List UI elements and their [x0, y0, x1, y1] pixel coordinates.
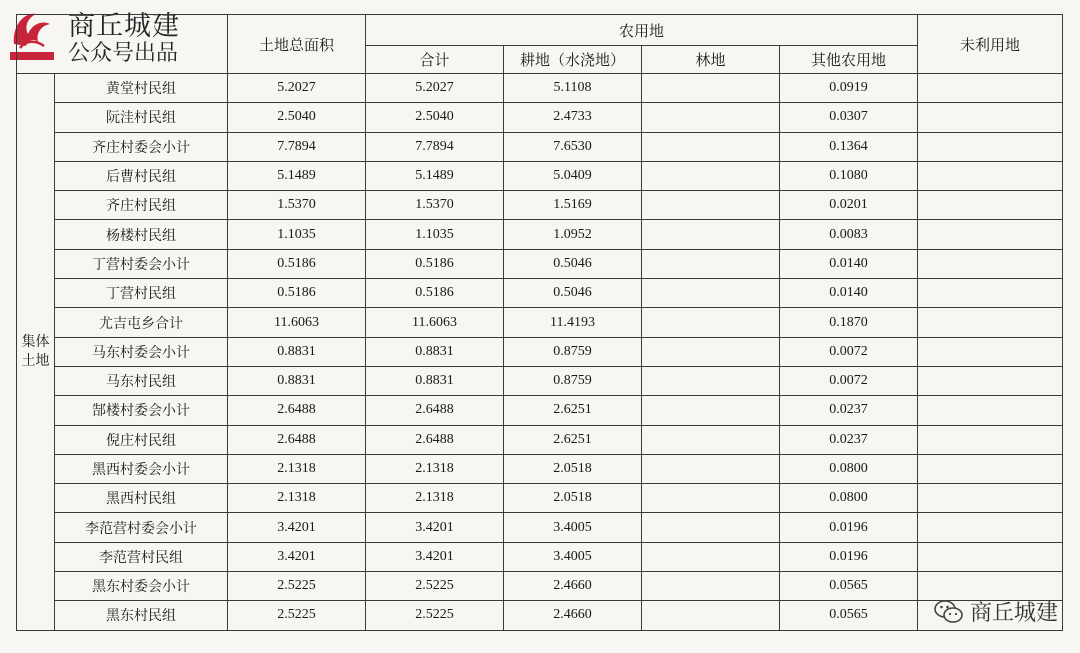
cell-cultivated: 3.4005	[504, 542, 642, 571]
cell-total-area: 2.1318	[228, 454, 366, 483]
cell-cultivated: 0.5046	[504, 279, 642, 308]
cell-other-agri: 0.0800	[780, 454, 918, 483]
cell-cultivated: 5.1108	[504, 74, 642, 103]
cell-other-agri: 0.0237	[780, 396, 918, 425]
table-row	[17, 396, 1063, 425]
cell-cultivated: 2.0518	[504, 484, 642, 513]
cell-forest	[642, 542, 780, 571]
cell-subtotal: 3.4201	[366, 513, 504, 542]
cell-unused	[918, 220, 1063, 249]
cell-unused	[918, 249, 1063, 278]
cell-other-agri: 0.0800	[780, 484, 918, 513]
cell-subtotal: 5.1489	[366, 161, 504, 190]
cell-unused	[918, 74, 1063, 103]
header-other-agri: 其他农用地	[780, 46, 918, 74]
cell-forest	[642, 249, 780, 278]
row-name: 马东村民组	[55, 366, 228, 395]
cell-subtotal: 2.1318	[366, 454, 504, 483]
cell-other-agri: 0.1870	[780, 308, 918, 337]
cell-cultivated: 11.4193	[504, 308, 642, 337]
cell-total-area: 7.7894	[228, 132, 366, 161]
header-unused: 未利用地	[918, 15, 1063, 74]
cell-subtotal: 3.4201	[366, 542, 504, 571]
cell-forest	[642, 366, 780, 395]
cell-cultivated: 0.5046	[504, 249, 642, 278]
cell-subtotal: 0.8831	[366, 337, 504, 366]
table-row	[17, 366, 1063, 395]
cell-unused	[918, 425, 1063, 454]
table-body	[17, 74, 1063, 631]
cell-unused	[918, 484, 1063, 513]
cell-total-area: 0.8831	[228, 337, 366, 366]
cell-unused	[918, 337, 1063, 366]
table-row	[17, 454, 1063, 483]
cell-total-area: 2.5225	[228, 601, 366, 630]
cell-total-area: 1.5370	[228, 191, 366, 220]
table-row	[17, 425, 1063, 454]
table-row	[17, 484, 1063, 513]
cell-unused	[918, 396, 1063, 425]
watermark-text: 商丘城建	[969, 601, 1058, 626]
cell-total-area: 2.1318	[228, 484, 366, 513]
table-row	[17, 220, 1063, 249]
row-name: 黑东村委会小计	[55, 572, 228, 601]
cell-other-agri: 0.0196	[780, 513, 918, 542]
cell-subtotal: 0.5186	[366, 279, 504, 308]
cell-other-agri: 0.0565	[780, 601, 918, 630]
cell-forest	[642, 279, 780, 308]
cell-unused	[918, 513, 1063, 542]
row-name: 黑西村委会小计	[55, 454, 228, 483]
table-row	[17, 161, 1063, 190]
cell-forest	[642, 513, 780, 542]
cell-forest	[642, 484, 780, 513]
row-name: 尤吉屯乡合计	[55, 308, 228, 337]
row-name: 黑东村民组	[55, 601, 228, 630]
cell-subtotal: 2.5225	[366, 572, 504, 601]
row-name: 黑西村民组	[55, 484, 228, 513]
cell-total-area: 2.6488	[228, 425, 366, 454]
table-row	[17, 103, 1063, 132]
table-row	[17, 279, 1063, 308]
cell-total-area: 5.2027	[228, 74, 366, 103]
header-subtotal: 合计	[366, 46, 504, 74]
cell-other-agri: 0.0140	[780, 249, 918, 278]
row-name: 李范营村民组	[55, 542, 228, 571]
table-row	[17, 74, 1063, 103]
row-name: 齐庄村民组	[55, 191, 228, 220]
cell-total-area: 2.5225	[228, 572, 366, 601]
header-agri-group: 农用地	[366, 15, 918, 46]
row-name: 丁营村委会小计	[55, 249, 228, 278]
header-blank	[17, 15, 228, 74]
table-row	[17, 132, 1063, 161]
cell-cultivated: 2.6251	[504, 396, 642, 425]
cell-forest	[642, 191, 780, 220]
table-row	[17, 601, 1063, 630]
cell-other-agri: 0.0237	[780, 425, 918, 454]
cell-subtotal: 0.8831	[366, 366, 504, 395]
cell-forest	[642, 601, 780, 630]
row-name: 马东村委会小计	[55, 337, 228, 366]
cell-subtotal: 2.1318	[366, 484, 504, 513]
table-row	[17, 337, 1063, 366]
cell-total-area: 2.5040	[228, 103, 366, 132]
table-row	[17, 542, 1063, 571]
cell-total-area: 0.5186	[228, 249, 366, 278]
cell-forest	[642, 425, 780, 454]
table-row	[17, 249, 1063, 278]
cell-subtotal: 2.5225	[366, 601, 504, 630]
cell-cultivated: 2.6251	[504, 425, 642, 454]
land-area-table	[16, 14, 1063, 631]
cell-cultivated: 2.4660	[504, 601, 642, 630]
cell-unused	[918, 103, 1063, 132]
cell-subtotal: 2.5040	[366, 103, 504, 132]
brand-subtitle: 公众号出品	[68, 41, 179, 66]
cell-total-area: 2.6488	[228, 396, 366, 425]
cell-subtotal: 7.7894	[366, 132, 504, 161]
brand-title: 商丘城建	[68, 11, 180, 42]
cell-other-agri: 0.0140	[780, 279, 918, 308]
cell-other-agri: 0.0196	[780, 542, 918, 571]
cell-subtotal: 1.5370	[366, 191, 504, 220]
cell-forest	[642, 396, 780, 425]
cell-other-agri: 0.1364	[780, 132, 918, 161]
cell-subtotal: 5.2027	[366, 74, 504, 103]
cell-cultivated: 1.5169	[504, 191, 642, 220]
cell-other-agri: 0.0565	[780, 572, 918, 601]
cell-forest	[642, 454, 780, 483]
cell-other-agri: 0.0201	[780, 191, 918, 220]
watermark	[934, 596, 1058, 627]
cell-forest	[642, 103, 780, 132]
header-total-area: 土地总面积	[228, 15, 366, 74]
table-row	[17, 513, 1063, 542]
cell-subtotal: 1.1035	[366, 220, 504, 249]
cell-cultivated: 0.8759	[504, 366, 642, 395]
cell-cultivated: 7.6530	[504, 132, 642, 161]
cell-other-agri: 0.0072	[780, 337, 918, 366]
cell-forest	[642, 220, 780, 249]
cell-total-area: 5.1489	[228, 161, 366, 190]
cell-subtotal: 2.6488	[366, 425, 504, 454]
row-name: 黄堂村民组	[55, 74, 228, 103]
cell-unused	[918, 132, 1063, 161]
row-name: 后曹村民组	[55, 161, 228, 190]
cell-cultivated: 5.0409	[504, 161, 642, 190]
cell-unused	[918, 308, 1063, 337]
row-name: 杨楼村民组	[55, 220, 228, 249]
cell-cultivated: 2.4733	[504, 103, 642, 132]
header-forest: 林地	[642, 46, 780, 74]
cell-unused	[918, 542, 1063, 571]
cell-cultivated: 1.0952	[504, 220, 642, 249]
cell-forest	[642, 132, 780, 161]
category-cell: 集体 土地	[17, 74, 55, 631]
cell-unused	[918, 454, 1063, 483]
cell-total-area: 3.4201	[228, 542, 366, 571]
table-row	[17, 308, 1063, 337]
cell-forest	[642, 572, 780, 601]
cell-total-area: 0.5186	[228, 279, 366, 308]
cell-forest	[642, 161, 780, 190]
row-name: 齐庄村委会小计	[55, 132, 228, 161]
cell-other-agri: 0.0083	[780, 220, 918, 249]
cell-forest	[642, 337, 780, 366]
wechat-icon	[934, 599, 964, 625]
cell-cultivated: 0.8759	[504, 337, 642, 366]
header-cultivated: 耕地（水浇地）	[504, 46, 642, 74]
cell-unused	[918, 191, 1063, 220]
row-name: 李范营村委会小计	[55, 513, 228, 542]
cell-cultivated: 2.0518	[504, 454, 642, 483]
cell-subtotal: 11.6063	[366, 308, 504, 337]
cell-total-area: 0.8831	[228, 366, 366, 395]
cell-other-agri: 0.0307	[780, 103, 918, 132]
cell-subtotal: 0.5186	[366, 249, 504, 278]
cell-total-area: 1.1035	[228, 220, 366, 249]
row-name: 阮洼村民组	[55, 103, 228, 132]
cell-other-agri: 0.1080	[780, 161, 918, 190]
cell-total-area: 11.6063	[228, 308, 366, 337]
cell-unused	[918, 366, 1063, 395]
row-name: 倪庄村民组	[55, 425, 228, 454]
cell-cultivated: 2.4660	[504, 572, 642, 601]
cell-other-agri: 0.0072	[780, 366, 918, 395]
table-row	[17, 572, 1063, 601]
cell-other-agri: 0.0919	[780, 74, 918, 103]
row-name: 郜楼村委会小计	[55, 396, 228, 425]
table-row	[17, 191, 1063, 220]
cell-forest	[642, 74, 780, 103]
cell-forest	[642, 308, 780, 337]
cell-total-area: 3.4201	[228, 513, 366, 542]
row-name: 丁营村民组	[55, 279, 228, 308]
cell-unused	[918, 161, 1063, 190]
cell-cultivated: 3.4005	[504, 513, 642, 542]
cell-subtotal: 2.6488	[366, 396, 504, 425]
cell-unused	[918, 279, 1063, 308]
